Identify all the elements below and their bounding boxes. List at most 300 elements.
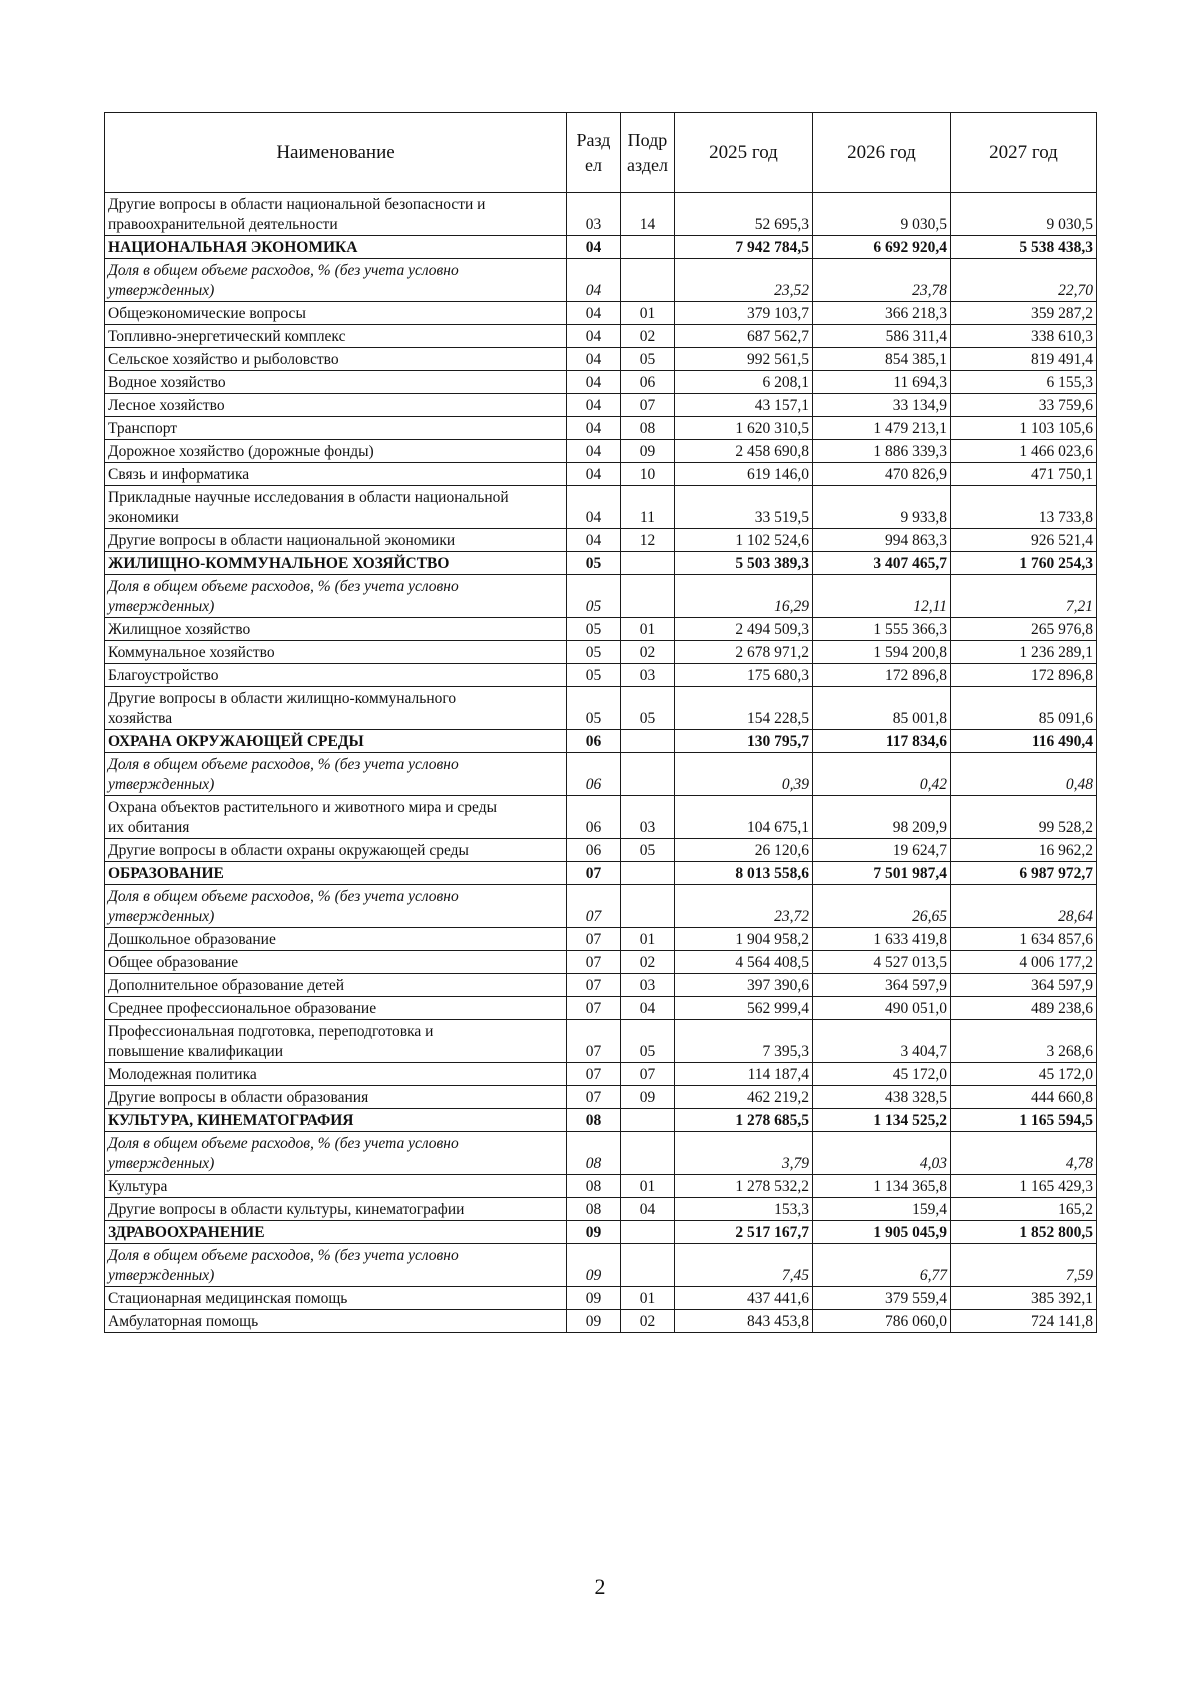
row-name bbox=[105, 664, 567, 687]
table-row bbox=[105, 463, 1097, 486]
row-value-2027: 85 091,6 bbox=[951, 687, 1097, 730]
row-value-2025: 16,29 bbox=[675, 575, 813, 618]
row-value-2026: 33 134,9 bbox=[813, 394, 951, 417]
row-name bbox=[105, 259, 567, 302]
row-value-2026: 11 694,3 bbox=[813, 371, 951, 394]
share-row bbox=[105, 1132, 1097, 1175]
row-name bbox=[105, 839, 567, 862]
row-value-2027: 471 750,1 bbox=[951, 463, 1097, 486]
row-podrazdel: 08 bbox=[621, 417, 675, 440]
table-row bbox=[105, 1175, 1097, 1198]
row-name bbox=[105, 1132, 567, 1175]
row-name bbox=[105, 618, 567, 641]
row-value-2025: 843 453,8 bbox=[675, 1310, 813, 1333]
row-value-2025: 33 519,5 bbox=[675, 486, 813, 529]
row-value-2027: 338 610,3 bbox=[951, 325, 1097, 348]
row-name-line: утвержденных) bbox=[108, 1155, 215, 1172]
row-name-line: Культура bbox=[108, 1178, 168, 1195]
row-name-line: Топливно-энергетический комплекс bbox=[108, 328, 346, 345]
row-name-line: хозяйства bbox=[108, 710, 173, 727]
table-row bbox=[105, 664, 1097, 687]
table-row bbox=[105, 394, 1097, 417]
row-value-2026: 6 692 920,4 bbox=[813, 236, 951, 259]
row-razdel: 04 bbox=[567, 325, 621, 348]
row-value-2025: 562 999,4 bbox=[675, 997, 813, 1020]
row-razdel: 07 bbox=[567, 1020, 621, 1063]
row-value-2027: 724 141,8 bbox=[951, 1310, 1097, 1333]
row-podrazdel: 03 bbox=[621, 796, 675, 839]
row-name-line: Благоустройство bbox=[108, 667, 219, 684]
row-podrazdel: 01 bbox=[621, 302, 675, 325]
row-value-2027: 364 597,9 bbox=[951, 974, 1097, 997]
row-name bbox=[105, 1244, 567, 1287]
row-name-line: Молодежная политика bbox=[108, 1066, 257, 1083]
row-value-2026: 490 051,0 bbox=[813, 997, 951, 1020]
row-podrazdel: 03 bbox=[621, 974, 675, 997]
row-name-line: Общеэкономические вопросы bbox=[108, 305, 306, 322]
row-razdel: 07 bbox=[567, 997, 621, 1020]
row-value-2025: 2 494 509,3 bbox=[675, 618, 813, 641]
row-value-2025: 104 675,1 bbox=[675, 796, 813, 839]
row-razdel: 03 bbox=[567, 193, 621, 236]
row-podrazdel: 12 bbox=[621, 529, 675, 552]
row-name-line: экономики bbox=[108, 509, 179, 526]
row-value-2027: 0,48 bbox=[951, 753, 1097, 796]
row-razdel: 05 bbox=[567, 687, 621, 730]
row-name-line: ОБРАЗОВАНИЕ bbox=[108, 865, 224, 882]
row-value-2026: 4,03 bbox=[813, 1132, 951, 1175]
table-row bbox=[105, 618, 1097, 641]
row-value-2026: 1 886 339,3 bbox=[813, 440, 951, 463]
row-value-2027: 1 760 254,3 bbox=[951, 552, 1097, 575]
row-value-2026: 0,42 bbox=[813, 753, 951, 796]
row-podrazdel bbox=[621, 236, 675, 259]
row-name-line: ОХРАНА ОКРУЖАЮЩЕЙ СРЕДЫ bbox=[108, 733, 364, 750]
header-razdel: Разд ел bbox=[567, 113, 621, 193]
row-name-line: Профессиональная подготовка, переподготовка и bbox=[108, 1023, 434, 1040]
row-value-2027: 172 896,8 bbox=[951, 664, 1097, 687]
share-row bbox=[105, 1244, 1097, 1287]
row-value-2025: 2 517 167,7 bbox=[675, 1221, 813, 1244]
row-value-2027: 4,78 bbox=[951, 1132, 1097, 1175]
row-name-line: повышение квалификации bbox=[108, 1043, 284, 1060]
row-value-2026: 3 404,7 bbox=[813, 1020, 951, 1063]
row-value-2027: 45 172,0 bbox=[951, 1063, 1097, 1086]
row-name bbox=[105, 687, 567, 730]
share-row bbox=[105, 575, 1097, 618]
row-value-2025: 1 102 524,6 bbox=[675, 529, 813, 552]
row-name-line: Среднее профессиональное образование bbox=[108, 1000, 377, 1017]
row-value-2026: 159,4 bbox=[813, 1198, 951, 1221]
row-name bbox=[105, 486, 567, 529]
table-row bbox=[105, 796, 1097, 839]
row-podrazdel bbox=[621, 1109, 675, 1132]
table-row bbox=[105, 302, 1097, 325]
section-row bbox=[105, 552, 1097, 575]
table-row bbox=[105, 1198, 1097, 1221]
row-value-2027: 265 976,8 bbox=[951, 618, 1097, 641]
row-razdel: 07 bbox=[567, 885, 621, 928]
row-value-2027: 1 852 800,5 bbox=[951, 1221, 1097, 1244]
row-razdel: 07 bbox=[567, 862, 621, 885]
row-value-2027: 1 165 594,5 bbox=[951, 1109, 1097, 1132]
row-razdel: 07 bbox=[567, 928, 621, 951]
row-razdel: 09 bbox=[567, 1310, 621, 1333]
table-row bbox=[105, 687, 1097, 730]
row-value-2026: 98 209,9 bbox=[813, 796, 951, 839]
table-row bbox=[105, 928, 1097, 951]
row-name bbox=[105, 796, 567, 839]
row-name-line: Лесное хозяйство bbox=[108, 397, 225, 414]
budget-table bbox=[104, 112, 1097, 1333]
row-podrazdel bbox=[621, 1244, 675, 1287]
row-name bbox=[105, 1287, 567, 1310]
row-value-2026: 9 933,8 bbox=[813, 486, 951, 529]
row-value-2025: 3,79 bbox=[675, 1132, 813, 1175]
row-value-2026: 1 633 419,8 bbox=[813, 928, 951, 951]
row-name bbox=[105, 394, 567, 417]
row-razdel: 07 bbox=[567, 974, 621, 997]
row-value-2026: 994 863,3 bbox=[813, 529, 951, 552]
row-value-2025: 130 795,7 bbox=[675, 730, 813, 753]
table-row bbox=[105, 440, 1097, 463]
row-razdel: 04 bbox=[567, 302, 621, 325]
row-name bbox=[105, 862, 567, 885]
row-value-2027: 13 733,8 bbox=[951, 486, 1097, 529]
budget-table-body bbox=[105, 193, 1097, 1333]
row-value-2025: 8 013 558,6 bbox=[675, 862, 813, 885]
row-value-2025: 437 441,6 bbox=[675, 1287, 813, 1310]
row-name-line: Жилищное хозяйство bbox=[108, 621, 251, 638]
row-name-line: Дополнительное образование детей bbox=[108, 977, 345, 994]
row-podrazdel: 05 bbox=[621, 687, 675, 730]
row-razdel: 09 bbox=[567, 1287, 621, 1310]
row-value-2026: 19 624,7 bbox=[813, 839, 951, 862]
row-value-2026: 172 896,8 bbox=[813, 664, 951, 687]
row-podrazdel: 03 bbox=[621, 664, 675, 687]
row-razdel: 08 bbox=[567, 1175, 621, 1198]
row-value-2025: 52 695,3 bbox=[675, 193, 813, 236]
row-name-line: Другие вопросы в области национальной безопасности и bbox=[108, 196, 486, 213]
row-value-2027: 28,64 bbox=[951, 885, 1097, 928]
row-value-2026: 85 001,8 bbox=[813, 687, 951, 730]
row-value-2025: 379 103,7 bbox=[675, 302, 813, 325]
table-row bbox=[105, 417, 1097, 440]
row-value-2027: 7,21 bbox=[951, 575, 1097, 618]
row-name bbox=[105, 1109, 567, 1132]
row-podrazdel: 01 bbox=[621, 1175, 675, 1198]
row-name-line: Общее образование bbox=[108, 954, 239, 971]
row-value-2026: 586 311,4 bbox=[813, 325, 951, 348]
row-name-line: правоохранительной деятельности bbox=[108, 216, 338, 233]
row-podrazdel bbox=[621, 575, 675, 618]
row-name-line: Связь и информатика bbox=[108, 466, 250, 483]
row-value-2026: 1 134 365,8 bbox=[813, 1175, 951, 1198]
row-name-line: Прикладные научные исследования в области национальной bbox=[108, 489, 509, 506]
row-value-2025: 154 228,5 bbox=[675, 687, 813, 730]
row-value-2026: 854 385,1 bbox=[813, 348, 951, 371]
row-value-2025: 114 187,4 bbox=[675, 1063, 813, 1086]
row-podrazdel: 02 bbox=[621, 1310, 675, 1333]
row-razdel: 04 bbox=[567, 394, 621, 417]
row-value-2025: 1 278 685,5 bbox=[675, 1109, 813, 1132]
section-row bbox=[105, 236, 1097, 259]
row-value-2025: 7 395,3 bbox=[675, 1020, 813, 1063]
row-value-2027: 3 268,6 bbox=[951, 1020, 1097, 1063]
row-podrazdel: 07 bbox=[621, 394, 675, 417]
row-name-line: утвержденных) bbox=[108, 282, 215, 299]
row-razdel: 08 bbox=[567, 1198, 621, 1221]
row-podrazdel: 10 bbox=[621, 463, 675, 486]
section-row bbox=[105, 862, 1097, 885]
row-value-2026: 7 501 987,4 bbox=[813, 862, 951, 885]
row-razdel: 04 bbox=[567, 486, 621, 529]
row-podrazdel bbox=[621, 753, 675, 796]
row-value-2027: 6 155,3 bbox=[951, 371, 1097, 394]
row-name bbox=[105, 1198, 567, 1221]
row-name-line: Другие вопросы в области национальной экономики bbox=[108, 532, 456, 549]
row-podrazdel: 06 bbox=[621, 371, 675, 394]
row-podrazdel: 01 bbox=[621, 1287, 675, 1310]
row-razdel: 05 bbox=[567, 618, 621, 641]
row-name bbox=[105, 1063, 567, 1086]
row-name bbox=[105, 371, 567, 394]
row-name-line: Другие вопросы в области культуры, кинематографии bbox=[108, 1201, 465, 1218]
row-value-2025: 1 904 958,2 bbox=[675, 928, 813, 951]
row-name bbox=[105, 575, 567, 618]
row-name bbox=[105, 463, 567, 486]
table-row bbox=[105, 529, 1097, 552]
row-name bbox=[105, 928, 567, 951]
row-value-2027: 7,59 bbox=[951, 1244, 1097, 1287]
table-row bbox=[105, 641, 1097, 664]
row-podrazdel: 05 bbox=[621, 348, 675, 371]
row-name bbox=[105, 236, 567, 259]
row-name bbox=[105, 417, 567, 440]
row-name-line: НАЦИОНАЛЬНАЯ ЭКОНОМИКА bbox=[108, 239, 358, 256]
row-name-line: Дорожное хозяйство (дорожные фонды) bbox=[108, 443, 374, 460]
row-value-2026: 364 597,9 bbox=[813, 974, 951, 997]
table-row bbox=[105, 951, 1097, 974]
row-name bbox=[105, 193, 567, 236]
row-razdel: 05 bbox=[567, 575, 621, 618]
row-razdel: 04 bbox=[567, 348, 621, 371]
row-value-2027: 116 490,4 bbox=[951, 730, 1097, 753]
row-value-2026: 6,77 bbox=[813, 1244, 951, 1287]
row-value-2025: 462 219,2 bbox=[675, 1086, 813, 1109]
row-value-2026: 3 407 465,7 bbox=[813, 552, 951, 575]
row-value-2025: 1 278 532,2 bbox=[675, 1175, 813, 1198]
row-value-2026: 117 834,6 bbox=[813, 730, 951, 753]
row-value-2025: 23,52 bbox=[675, 259, 813, 302]
row-razdel: 06 bbox=[567, 839, 621, 862]
row-value-2026: 379 559,4 bbox=[813, 1287, 951, 1310]
row-name-line: Стационарная медицинская помощь bbox=[108, 1290, 348, 1307]
header-row bbox=[105, 113, 1097, 193]
row-value-2027: 819 491,4 bbox=[951, 348, 1097, 371]
row-name-line: Охрана объектов растительного и животного мира и среды bbox=[108, 799, 498, 816]
row-name-line: Транспорт bbox=[108, 420, 178, 437]
row-name-line: Доля в общем объеме расходов, % (без учета условно bbox=[108, 578, 459, 595]
row-razdel: 06 bbox=[567, 730, 621, 753]
row-podrazdel: 11 bbox=[621, 486, 675, 529]
row-podrazdel bbox=[621, 1132, 675, 1175]
row-podrazdel: 04 bbox=[621, 997, 675, 1020]
row-value-2026: 438 328,5 bbox=[813, 1086, 951, 1109]
row-name bbox=[105, 1086, 567, 1109]
row-value-2027: 165,2 bbox=[951, 1198, 1097, 1221]
section-row bbox=[105, 730, 1097, 753]
row-razdel: 04 bbox=[567, 259, 621, 302]
row-name bbox=[105, 348, 567, 371]
row-podrazdel bbox=[621, 730, 675, 753]
row-name-line: КУЛЬТУРА, КИНЕМАТОГРАФИЯ bbox=[108, 1112, 354, 1129]
row-name-line: утвержденных) bbox=[108, 776, 215, 793]
section-row bbox=[105, 1109, 1097, 1132]
header-2027: 2027 год bbox=[951, 113, 1097, 193]
header-name: Наименование bbox=[105, 113, 567, 193]
row-razdel: 06 bbox=[567, 753, 621, 796]
table-row bbox=[105, 371, 1097, 394]
share-row bbox=[105, 259, 1097, 302]
row-name bbox=[105, 753, 567, 796]
row-razdel: 07 bbox=[567, 1086, 621, 1109]
row-name-line: утвержденных) bbox=[108, 908, 215, 925]
row-value-2027: 9 030,5 bbox=[951, 193, 1097, 236]
row-name-line: Дошкольное образование bbox=[108, 931, 276, 948]
row-podrazdel: 09 bbox=[621, 1086, 675, 1109]
row-podrazdel: 02 bbox=[621, 325, 675, 348]
row-value-2026: 470 826,9 bbox=[813, 463, 951, 486]
row-razdel: 06 bbox=[567, 796, 621, 839]
row-value-2025: 2 678 971,2 bbox=[675, 641, 813, 664]
row-value-2025: 26 120,6 bbox=[675, 839, 813, 862]
row-value-2026: 366 218,3 bbox=[813, 302, 951, 325]
row-value-2027: 1 634 857,6 bbox=[951, 928, 1097, 951]
row-value-2026: 1 555 366,3 bbox=[813, 618, 951, 641]
row-name bbox=[105, 440, 567, 463]
row-podrazdel: 09 bbox=[621, 440, 675, 463]
row-name-line: Другие вопросы в области образования bbox=[108, 1089, 369, 1106]
row-value-2026: 23,78 bbox=[813, 259, 951, 302]
table-row bbox=[105, 1020, 1097, 1063]
row-value-2027: 385 392,1 bbox=[951, 1287, 1097, 1310]
row-value-2026: 786 060,0 bbox=[813, 1310, 951, 1333]
table-row bbox=[105, 348, 1097, 371]
row-razdel: 04 bbox=[567, 371, 621, 394]
row-name-line: утвержденных) bbox=[108, 1267, 215, 1284]
table-row bbox=[105, 325, 1097, 348]
row-value-2025: 23,72 bbox=[675, 885, 813, 928]
row-value-2025: 687 562,7 bbox=[675, 325, 813, 348]
row-value-2026: 1 905 045,9 bbox=[813, 1221, 951, 1244]
row-value-2025: 0,39 bbox=[675, 753, 813, 796]
row-value-2025: 6 208,1 bbox=[675, 371, 813, 394]
row-razdel: 04 bbox=[567, 463, 621, 486]
table-row bbox=[105, 1310, 1097, 1333]
row-name-line: ЖИЛИЩНО-КОММУНАЛЬНОЕ ХОЗЯЙСТВО bbox=[108, 555, 450, 572]
row-value-2027: 1 236 289,1 bbox=[951, 641, 1097, 664]
row-value-2027: 99 528,2 bbox=[951, 796, 1097, 839]
share-row bbox=[105, 753, 1097, 796]
header-2025: 2025 год bbox=[675, 113, 813, 193]
row-name-line: Доля в общем объеме расходов, % (без учета условно bbox=[108, 888, 459, 905]
row-value-2025: 397 390,6 bbox=[675, 974, 813, 997]
table-row bbox=[105, 486, 1097, 529]
row-value-2027: 926 521,4 bbox=[951, 529, 1097, 552]
row-value-2027: 359 287,2 bbox=[951, 302, 1097, 325]
row-value-2026: 4 527 013,5 bbox=[813, 951, 951, 974]
row-value-2025: 7 942 784,5 bbox=[675, 236, 813, 259]
row-name-line: Сельское хозяйство и рыболовство bbox=[108, 351, 339, 368]
row-podrazdel: 14 bbox=[621, 193, 675, 236]
row-value-2027: 33 759,6 bbox=[951, 394, 1097, 417]
row-value-2025: 1 620 310,5 bbox=[675, 417, 813, 440]
row-name bbox=[105, 1175, 567, 1198]
row-value-2026: 1 479 213,1 bbox=[813, 417, 951, 440]
row-name-line: ЗДРАВООХРАНЕНИЕ bbox=[108, 1224, 265, 1241]
row-name-line: их обитания bbox=[108, 819, 190, 836]
row-value-2027: 16 962,2 bbox=[951, 839, 1097, 862]
row-value-2025: 5 503 389,3 bbox=[675, 552, 813, 575]
row-value-2027: 489 238,6 bbox=[951, 997, 1097, 1020]
page-number: 2 bbox=[594, 1574, 606, 1599]
header-podrazdel: Подр аздел bbox=[621, 113, 675, 193]
table-row bbox=[105, 839, 1097, 862]
share-row bbox=[105, 885, 1097, 928]
row-razdel: 04 bbox=[567, 440, 621, 463]
row-podrazdel: 01 bbox=[621, 928, 675, 951]
row-name bbox=[105, 1310, 567, 1333]
row-razdel: 05 bbox=[567, 664, 621, 687]
row-podrazdel bbox=[621, 552, 675, 575]
row-name bbox=[105, 730, 567, 753]
row-value-2026: 9 030,5 bbox=[813, 193, 951, 236]
row-name bbox=[105, 325, 567, 348]
row-value-2025: 2 458 690,8 bbox=[675, 440, 813, 463]
row-value-2027: 1 466 023,6 bbox=[951, 440, 1097, 463]
row-value-2025: 43 157,1 bbox=[675, 394, 813, 417]
row-razdel: 09 bbox=[567, 1244, 621, 1287]
row-value-2027: 1 103 105,6 bbox=[951, 417, 1097, 440]
header-2026: 2026 год bbox=[813, 113, 951, 193]
row-podrazdel bbox=[621, 862, 675, 885]
row-name-line: Коммунальное хозяйство bbox=[108, 644, 275, 661]
row-razdel: 08 bbox=[567, 1132, 621, 1175]
row-value-2025: 4 564 408,5 bbox=[675, 951, 813, 974]
section-row bbox=[105, 1221, 1097, 1244]
row-value-2026: 1 594 200,8 bbox=[813, 641, 951, 664]
row-value-2026: 26,65 bbox=[813, 885, 951, 928]
row-podrazdel bbox=[621, 259, 675, 302]
row-name-line: Доля в общем объеме расходов, % (без учета условно bbox=[108, 1135, 459, 1152]
row-value-2025: 7,45 bbox=[675, 1244, 813, 1287]
row-value-2025: 992 561,5 bbox=[675, 348, 813, 371]
table-row bbox=[105, 1086, 1097, 1109]
row-name-line: Доля в общем объеме расходов, % (без учета условно bbox=[108, 756, 459, 773]
row-razdel: 05 bbox=[567, 641, 621, 664]
row-razdel: 07 bbox=[567, 1063, 621, 1086]
row-razdel: 07 bbox=[567, 951, 621, 974]
table-row bbox=[105, 997, 1097, 1020]
row-value-2025: 175 680,3 bbox=[675, 664, 813, 687]
row-podrazdel: 04 bbox=[621, 1198, 675, 1221]
row-podrazdel: 07 bbox=[621, 1063, 675, 1086]
row-razdel: 09 bbox=[567, 1221, 621, 1244]
row-name bbox=[105, 1020, 567, 1063]
row-value-2026: 1 134 525,2 bbox=[813, 1109, 951, 1132]
row-name bbox=[105, 1221, 567, 1244]
